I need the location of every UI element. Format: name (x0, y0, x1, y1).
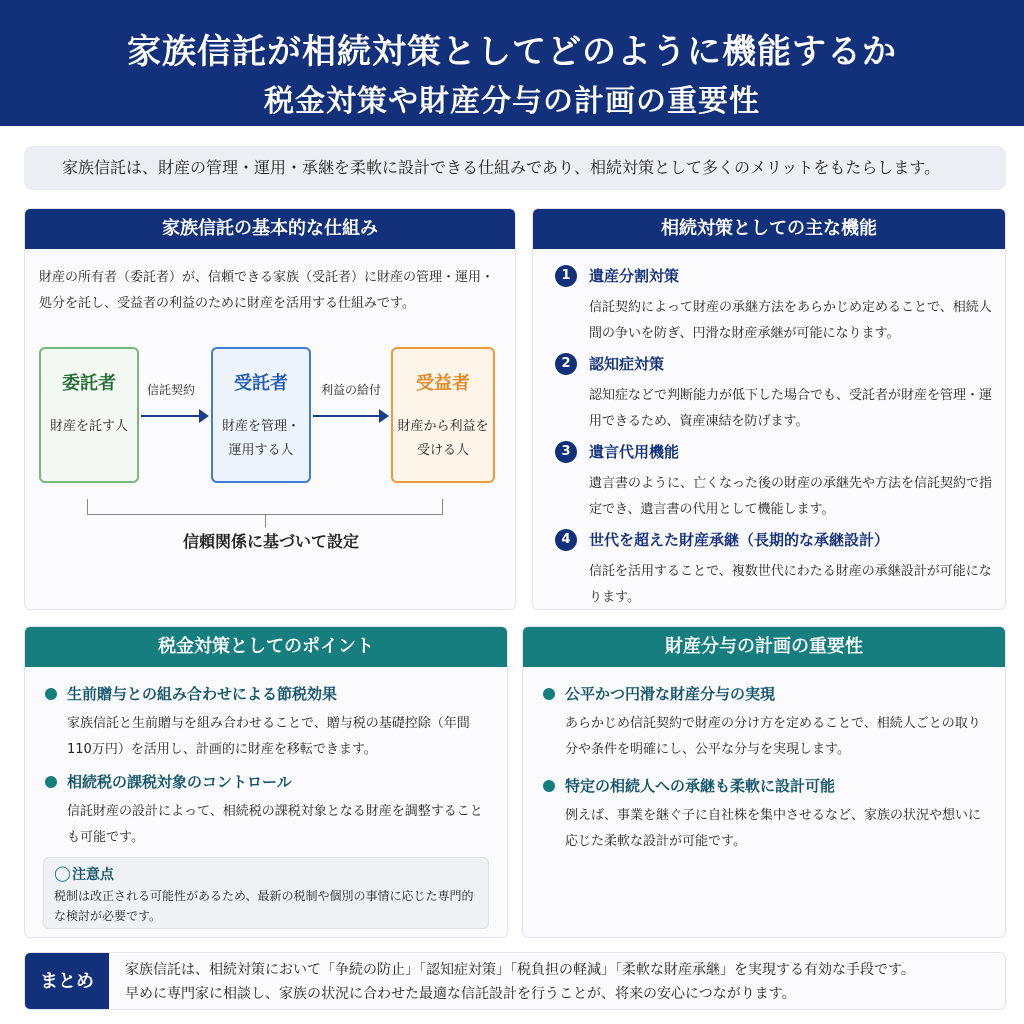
caution-desc: 税制は改正される可能性があるため、最新の税制や個別の事情に応じた専門的な検討が必要です。 (54, 889, 474, 923)
split-card (522, 626, 1006, 938)
settlor-desc: 財産を託す人 (49, 419, 128, 434)
functions-card (532, 208, 1006, 610)
lightbulb-icon: ◯ (54, 864, 71, 882)
summary-line-1: 家族信託は、相続対策において「争続の防止」「認知症対策」「税負担の軽減」「柔軟な財産承継」を実現する有効な手段です。 (125, 962, 915, 978)
trustee-title: 受託者 (234, 373, 288, 394)
mechanism-card (24, 208, 516, 610)
tax-point-desc: 信託財産の設計によって、相続税の課税対象となる財産を調整することも可能です。 (67, 804, 483, 845)
tax-heading: 税金対策としてのポイント (25, 627, 507, 667)
summary-line-2: 早めに専門家に相談し、家族の状況に合わせた最適な信託設計を行うことが、将来の安心につながります。 (125, 986, 796, 1002)
page-subtitle: 税金対策や財産分与の計画の重要性 (264, 84, 760, 119)
benefit-payment-label: 利益の給付 (321, 383, 382, 397)
intro-banner: 家族信託は、財産の管理・運用・承継を柔軟に設計できる仕組みであり、相続対策として多くのメリットをもたらします。 (24, 146, 1006, 190)
arrow-right-icon (141, 415, 207, 417)
function-title: 認知症対策 (589, 355, 665, 373)
trustee-desc: 財産を管理・運用する人 (221, 419, 300, 458)
mechanism-description: 財産の所有者（委託者）が、信頼できる家族（受託者）に財産の管理・運用・処分を託し、受益者の利益のために財産を活用する仕組みです。 (39, 270, 495, 311)
function-desc: 信託契約によって財産の承継方法をあらかじめ定めることで、相続人間の争いを防ぎ、円滑な財産承継が可能になります。 (589, 300, 992, 341)
bullet-dot-icon (543, 780, 555, 792)
split-heading: 財産分与の計画の重要性 (523, 627, 1005, 667)
function-title: 遺産分割対策 (589, 267, 680, 285)
beneficiary-desc: 財産から利益を受ける人 (397, 419, 489, 458)
beneficiary-box (391, 347, 495, 483)
tax-point-title: 生前贈与との組み合わせによる節税効果 (67, 685, 338, 703)
bullet-dot-icon (543, 688, 555, 700)
bracket-tick (265, 515, 266, 527)
tax-point-title: 相続税の課税対象のコントロール (67, 773, 292, 791)
trust-relationship-note: 信頼関係に基づいて設定 (182, 532, 359, 551)
function-desc: 信託を活用することで、複数世代にわたる財産の承継設計が可能になります。 (589, 564, 992, 605)
functions-heading: 相続対策としての主な機能 (533, 209, 1005, 249)
trust-contract-label: 信託契約 (147, 383, 196, 397)
number-badge-icon: 3 (555, 441, 577, 463)
bracket-line (87, 499, 443, 515)
arrow-right-icon (313, 415, 387, 417)
settlor-box (39, 347, 139, 483)
split-point-title: 特定の相続人への承継も柔軟に設計可能 (565, 777, 836, 795)
split-point-title: 公平かつ円滑な財産分与の実現 (565, 685, 776, 703)
split-point-desc: 例えば、事業を継ぐ子に自社株を集中させるなど、家族の状況や想いに応じた柔軟な設計が可能です。 (565, 808, 982, 849)
page-header (0, 0, 1024, 126)
function-title: 世代を超えた財産承継（長期的な承継設計） (589, 531, 890, 549)
bullet-dot-icon (45, 688, 57, 700)
number-badge-icon: 1 (555, 265, 577, 287)
number-badge-icon: 4 (555, 529, 577, 551)
tax-card (24, 626, 508, 938)
mechanism-heading: 家族信託の基本的な仕組み (25, 209, 515, 249)
bullet-dot-icon (45, 776, 57, 788)
function-title: 遺言代用機能 (589, 443, 680, 461)
summary-box (24, 952, 1006, 1010)
function-desc: 遺言書のように、亡くなった後の財産の承継先や方法を信託契約で指定でき、遺言書の代用として機能します。 (589, 476, 993, 517)
split-point-desc: あらかじめ信託契約で財産の分け方を定めることで、相続人ごとの取り分や条件を明確にし、公平な分与を実現します。 (565, 716, 981, 757)
function-desc: 認知症などで判断能力が低下した場合でも、受託者が財産を管理・運用できるため、資産凍結を防げます。 (589, 388, 993, 429)
beneficiary-title: 受益者 (416, 373, 470, 394)
trustee-box (211, 347, 311, 483)
page-title: 家族信託が相続対策としてどのように機能するか (127, 32, 897, 72)
tax-point-desc: 家族信託と生前贈与を組み合わせることで、贈与税の基礎控除（年間110万円）を活用し、計画的に財産を移転できます。 (67, 716, 470, 757)
summary-label: まとめ (25, 953, 109, 1010)
caution-box (43, 857, 489, 929)
number-badge-icon: 2 (555, 353, 577, 375)
caution-title: 注意点 (72, 867, 114, 883)
summary-text (125, 958, 1003, 1006)
settlor-title: 委託者 (62, 373, 116, 394)
